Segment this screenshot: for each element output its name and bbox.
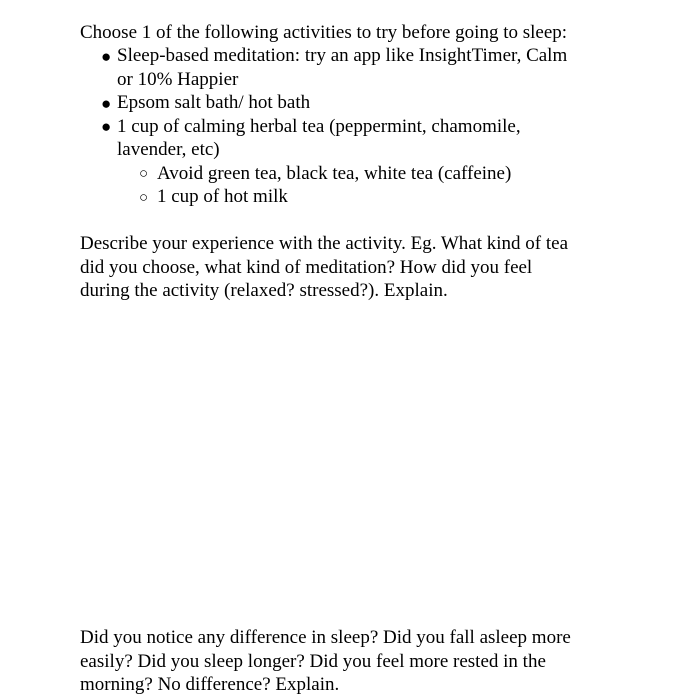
bullet-icon: ●: [101, 117, 112, 136]
question-line: Describe your experience with the activity. Eg. What kind of tea: [80, 233, 569, 254]
question-line: Did you notice any difference in sleep? Did you fall asleep more: [80, 627, 571, 648]
question-line: did you choose, what kind of meditation? How did you feel: [80, 256, 533, 278]
sub-list-item-text: 1 cup of hot milk: [157, 186, 288, 207]
list-item-text: Epsom salt bath/ hot bath: [117, 92, 311, 113]
question-line: easily? Did you sleep longer? Did you feel more rested in the: [80, 650, 546, 672]
list-item-text: or 10% Happier: [117, 68, 239, 90]
list-item-text: lavender, etc): [117, 139, 220, 160]
bullet-icon: ●: [101, 94, 112, 113]
list-item-text: 1 cup of calming herbal tea (peppermint, chamomile,: [117, 115, 521, 137]
question-line: morning? No difference? Explain.: [80, 674, 340, 695]
circle-bullet-icon: ○: [139, 189, 149, 206]
sub-list-item-text: Avoid green tea, black tea, white tea (caffeine): [157, 162, 512, 184]
circle-bullet-icon: ○: [139, 166, 149, 182]
bullet-icon: ●: [101, 47, 112, 66]
question-line: during the activity (relaxed? stressed?). Explain.: [80, 280, 448, 301]
intro-text: Choose 1 of the following activities to try before going to sleep:: [80, 22, 568, 43]
list-item-text: Sleep-based meditation: try an app like InsightTimer, Calm: [117, 45, 568, 66]
